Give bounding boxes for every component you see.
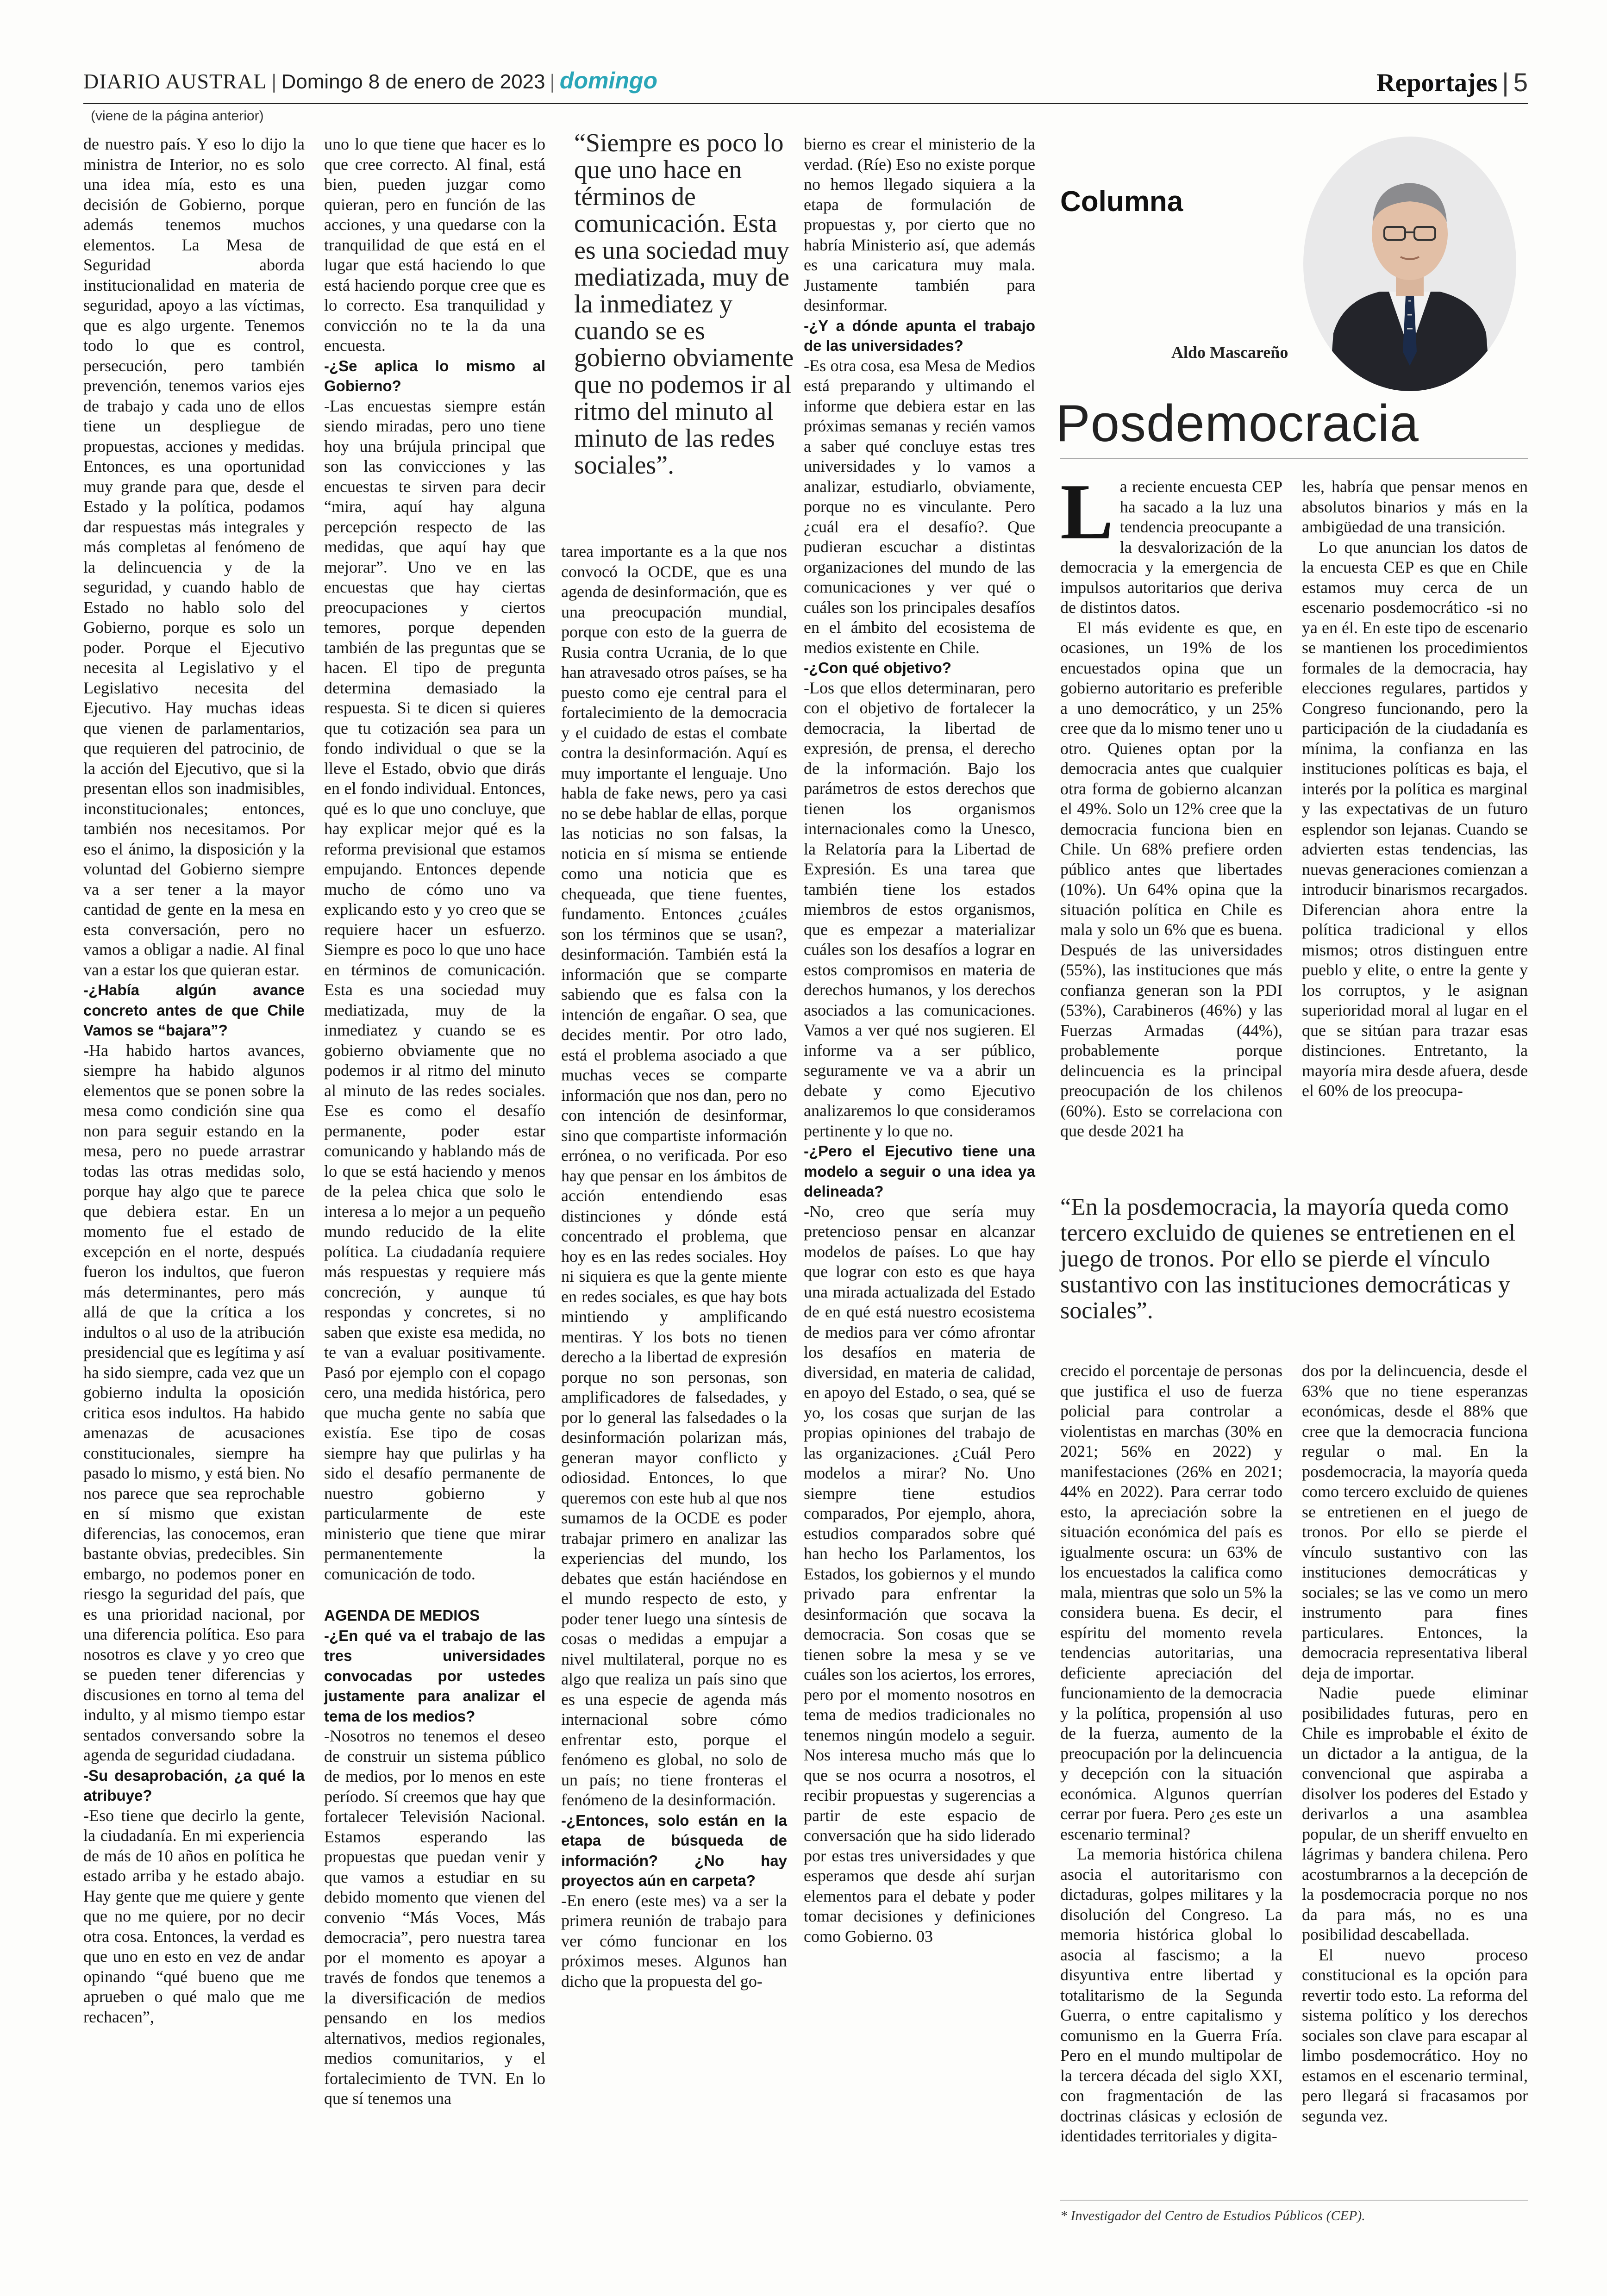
interview-column-3: [561, 542, 787, 1991]
header-rule: [83, 103, 1528, 104]
interview-column-1: [83, 134, 305, 2027]
column-pull-quote: “En la posdemocracia, la mayoría queda como tercero excluido de quienes se entretienen en el juego de tronos. Por ello se pierde el vínculo sustantivo con las instituciones democráticas y sociales”.: [1060, 1194, 1516, 1324]
title-rule: [1060, 458, 1528, 459]
interview-column-2: [324, 134, 545, 2109]
interview-question: -Su desaprobación, ¿a qué la atribuye?: [83, 1766, 305, 1804]
interview-question: -¿Pero el Ejecutivo tiene una modelo a seguir o una idea ya delineada?: [804, 1142, 1035, 1200]
column-title: Posdemocracia: [1056, 394, 1419, 452]
column-body-b: [1302, 477, 1528, 1101]
paragraph: -En enero (este mes) va a ser la primera reunión de trabajo para ver cómo funcionar en los próximos meses. Algunos han dicho que la propuesta del go-: [561, 1891, 787, 1990]
issue-date: Domingo 8 de enero de 2023: [281, 70, 545, 93]
page-number-separator: |: [1502, 68, 1509, 97]
column-body-c: [1060, 1361, 1282, 2146]
interview-question: -¿Y a dónde apunta el trabajo de las universidades?: [804, 317, 1035, 354]
author-portrait: [1301, 134, 1519, 393]
paragraph: El más evidente es que, en ocasiones, un 19% de los encuestados opina que un gobierno autoritario es preferible a uno democrático, y un 25% cree que da lo mismo tener uno u otro. Quienes optan por la democracia antes que cualquier otra forma de gobierno alcanzan el 49%. Solo un 12% cree que la democracia funciona bien en Chile. Un 68% prefiere orden público antes que libertades (10%). Un 64% opina que la situación política en Chile es mala y solo un 6% que es buena. Después de las universidades (55%), las instituciones que más confianza generan son la PDI (53%), Carabineros (46%) y las Fuerzas Armadas (44%), probablemente porque delincuencia es la principal preocupación de los chilenos (60%). Esto se correlaciona con que desde 2021 ha: [1060, 618, 1282, 1140]
header-left: [83, 67, 1528, 94]
page-number: 5: [1513, 68, 1528, 97]
paragraph: dos por la delincuencia, desde el 63% que no tiene esperanzas económicas, desde el 88% que cree que la democracia funciona regular o mal. En la posdemocracia, la mayoría queda como tercero excluido de quienes se entretienen en el juego de tronos. Por ello se pierde el vínculo sustantivo con las instituciones democráticas y sociales; se las ve como un mero instrumento para fines particulares. Entonces, la democracia representativa liberal deja de importar.: [1302, 1361, 1528, 1682]
page-header: [83, 67, 1528, 95]
column-body-d: [1302, 1361, 1528, 2126]
paragraph: les, habría que pensar menos en absolutos binarios y más en la ambigüedad de una transición.: [1302, 477, 1528, 536]
interview-question: -¿Entonces, solo están en la etapa de búsqueda de información? ¿No hay proyectos aún en carpeta?: [561, 1811, 787, 1889]
paragraph: -Eso tiene que decirlo la gente, la ciudadanía. En mi experiencia de más de 10 años en política he estado arriba y he estado abajo. Hay gente que me quiere y gente que no me quiere, por no decir otra cosa. Entonces, la verdad es que uno en esto en vez de andar opinando “qué bueno que me aprueben o qué malo que me rechacen”,: [83, 1806, 305, 2026]
paragraph: de nuestro país. Y eso lo dijo la ministra de Interior, no es solo una idea mía, esto es una decisión de Gobierno, porque además tenemos muchos elementos. La Mesa de Seguridad aborda institucionalidad en materia de seguridad, apoyo a las víctimas, que es algo urgente. Tenemos todo lo que es control, persecución, pero también prevención, tenemos varios ejes de trabajo y cada uno de ellos tiene un despliegue de propuestas, acciones y medidas. Entonces, es una oportunidad muy grande para que, desde el Estado y la política, podamos dar respuestas más integrales y más completas al fenómeno de la delincuencia y de la seguridad, y cuando hablo de Estado no hablo solo del Gobierno, porque es solo un poder. Porque el Ejecutivo necesita al Legislativo y el Legislativo necesita del Ejecutivo. Hay muchas ideas que vienen de parlamentarios, que requieren del patrocinio, de la acción del Ejecutivo, que si la presentan ellos son inadmisibles, inconstitucionales; entonces, también nos necesitamos. Por eso el ánimo, la disposición y la voluntad del Gobierno siempre va a ser tener a la mayor cantidad de gente en la mesa en esta conversación, pero no vamos a obligar a nadie. Al final van a estar los que quieran estar.: [83, 135, 305, 979]
paragraph: -Es otra cosa, esa Mesa de Medios está preparando y ultimando el informe que debiera estar en las próximas semanas y recién vamos a saber qué concluye estas tres universidades y lo vamos a analizar, estudiarlo, obviamente, porque no es vinculante. Pero ¿cuál era el desafío?. Que pudieran escuchar a distintas organizaciones del mundo de las comunicaciones y ver qué o cuáles son los principales desafíos en el ámbito del ecosistema de medios existente en Chile.: [804, 356, 1035, 657]
separator: |: [550, 70, 555, 93]
newspaper-name: DIARIO AUSTRAL: [83, 69, 267, 93]
paragraph: -No, creo que sería muy pretencioso pensar en alcanzar modelos de países. Lo que hay que lograr con esto es que haya una mirada actualizada del Estado de en qué está nuestro ecosistema de medios para ver cómo afrontar los desafíos en materia de diversidad, en materia de calidad, en apoyo del Estado, o sea, qué se yo, los cosas que surjan de las propias opiniones del trabajo de las organizaciones. ¿Cuál Pero modelos a mirar? No. Uno siempre tiene estudios comparados, Por ejemplo, ahora, estudios comparados sobre qué han hecho los Parlamentos, los Estados, los gobiernos y el mundo privado para enfrentar la desinformación que socava la democracia. Son cosas que se tienen sobre la mesa y se ve cuáles son los aciertos, los errores, pero por el momento nosotros en tema de medios tradicionales no tenemos ningún modelo a seguir. Nos interesa mucho más que lo que se nos ocurra a nosotros, el recibir propuestas y sugerencias a partir de este espacio de conversación que ha sido liderado por estas tres universidades y que esperamos que desde ahí surjan elementos para el debate y poder tomar decisiones y definiciones como Gobierno. 03: [804, 1202, 1035, 1946]
portrait-image: [1301, 134, 1519, 393]
interview-question: -¿Se aplica lo mismo al Gobierno?: [324, 357, 545, 394]
section-title: Reportajes: [1376, 69, 1498, 97]
paragraph: Lo que anuncian los datos de la encuesta CEP es que en Chile estamos muy cerca de un escenario posdemocrático -si no ya en él. En este tipo de escenario se mantienen los procedimientos formales de la democracia, hay elecciones regulares, partidos y Congreso funcionando, pero la participación de la ciudadanía es mínima, la confianza en las instituciones políticas es baja, el interés por la política es marginal y las expectativas de un futuro esplendor son lejanas. Cuando se advierten estas tendencias, las nuevas generaciones comienzan a introducir binarismos recargados. Diferencian ahora entre la política tradicional y ellos mismos; otros distinguen entre pueblo y elite, o entre la gente y los corruptos, y le asignan superioridad moral al lugar en el que se sitúan para trazar esas distinciones. Entretanto, la mayoría mira desde afuera, desde el 60% de los preocupa-: [1302, 537, 1528, 1100]
paragraph: [1060, 468, 1282, 618]
paragraph: crecido el porcentaje de personas que justifica el uso de fuerza policial para controlar a violentistas en marchas (30% en 2021; 56% en 2022) y manifestaciones (26% en 2021; 44% en 2022). Para cerrar todo esto, la apreciación sobre la situación económica del país es igualmente oscura: un 63% de los encuestados la califica como mala, mientras que solo un 5% la considera buena. Es decir, el espíritu del momento revela tendencias autoritarias, una deficiente apreciación del funcionamiento de la democracia y la política, propensión al uso de la fuerza, aumento de la preocupación por la delincuencia y decepción con la situación económica. Algunos querrían cerrar por fuera. Pero ¿es este un escenario terminal?: [1060, 1361, 1282, 1843]
interview-question: -¿En qué va el trabajo de las tres universidades convocadas por ustedes justamente para analizar el tema de los medios?: [324, 1627, 545, 1725]
paragraph: -Nosotros no tenemos el deseo de construir un sistema público de medios, por lo menos en este período. Sí creemos que hay que fortalecer Televisión Nacional. Estamos esperando las propuestas que puedan venir y que vamos a estudiar en su debido momento que vienen del convenio “Más Voces, Más democracia”, pero nuestra tarea por el momento es apoyar a través de fondos que tenemos a la diversificación de medios pensando en los medios alternativos, medios regionales, medios comunitarios, y el fortalecimiento de TVN. En lo que sí tenemos una: [324, 1727, 545, 2108]
paragraph: -Los que ellos determinaran, pero con el objetivo de fortalecer la democracia, la libertad de expresión, de prensa, el derecho de la información. Bajo los parámetros de estos derechos que tienen los organismos internacionales como la Unesco, la Relatoría para la Libertad de Expresión. Es una tarea que también tiene los estados miembros de estos organismos, que es empezar a materializar cuáles son los desafíos a lograr en estos compromisos en materia de derechos humanos, y los derechos asociados a las comunicaciones. Vamos a ver qué nos sugieren. El informe va a ser público, seguramente ve va a abrir un debate y como Ejecutivo analizaremos lo que consideramos pertinente y lo que no.: [804, 678, 1035, 1140]
footnote-rule: [1060, 2200, 1528, 2201]
paragraph: Nadie puede eliminar posibilidades futuras, pero en Chile es improbable el éxito de un dictador a la antigua, de la convencional que aspiraba a disolver los poderes del Estado y derivarlos a una asamblea popular, de un sheriff envuelto en lágrimas y bandera chilena. Pero acostumbrarnos a la decepción de la posdemocracia porque no nos da para más, no es una posibilidad descabellada.: [1302, 1684, 1528, 1944]
paragraph: uno lo que tiene que hacer es lo que cree correcto. Al final, está bien, pueden juzgar como quieran, pero en función de las acciones, y una quedarse con la tranquilidad de que está en el lugar que está haciendo lo que está haciendo porque cree que es lo correcto. Esa tranquilidad y convicción no te la da una encuesta.: [324, 135, 545, 355]
separator: |: [271, 70, 277, 93]
continued-note: (viene de la página anterior): [91, 108, 264, 124]
paragraph: La memoria histórica chilena asocia el autoritarismo con dictaduras, golpes militares y la disolución del Congreso. La memoria histórica global lo asocia al fascismo; a la disyuntiva entre libertad y totalitarismo de la Segunda Guerra, o entre capitalismo y comunismo en la Guerra Fría. Pero en el mundo multipolar de la tercera década del siglo XXI, con fragmentación de las doctrinas clásicas y eclosión de identidades territoriales y digita-: [1060, 1845, 1282, 2145]
interview-question: -¿Había algún avance concreto antes de que Chile Vamos se “bajara”?: [83, 981, 305, 1039]
paragraph: tarea importante es a la que nos convocó la OCDE, que es una agenda de desinformación, que es una preocupación mundial, porque con esto de la guerra de Rusia contra Ucrania, de lo que han atravesado otros países, se ha puesto como eje central para el fortalecimiento de la democracia y el cuidado de estas el combate contra la desinformación. Aquí es muy importante el lenguaje. Uno habla de fake news, pero ya casi no se debe hablar de ellas, porque las noticias no son falsas, la noticia en sí misma se entiende como una noticia que es chequeada, que tiene fuentes, fundamento. Entonces ¿cuáles son los términos que se usan?, desinformación. También está la información que se comparte sabiendo que es falsa con la intención de engañar. O sea, que decides mentir. Por otro lado, está el problema asociado a que muchas veces se comparte información que nos dan, pero no con intención de desinformar, sino que compartiste información errónea, o no verificada. Por eso hay que pensar en los ámbitos de acción entendiendo esas distinciones y dónde está concentrado el problema, que hoy es en las redes sociales. Hoy ni siquiera es que la gente miente en redes sociales, es que hay bots mintiendo y amplificando mentiras. Y los bots no tienen derecho a la libertad de expresión porque no son personas, son amplificadores de falsedades, y por lo general las falsedades o la desinformación polarizan más, generan mayor conflicto y odiosidad. Entonces, lo que queremos con este hub al que nos sumamos de la OCDE es poder trabajar primero en analizar las experiencias del mundo, los debates que están haciéndose en el mundo respecto de esto, y poder tener luego una síntesis de cosas o medidas a empujar a nivel multilateral, porque no es algo que realiza un país sino que es una especie de agenda más internacional sobre cómo enfrentar esto, porque el fenómeno es global, no solo de un país; no tiene fronteras el fenómeno de la desinformación.: [561, 542, 787, 1809]
column-footnote: * Investigador del Centro de Estudios Públicos (CEP).: [1060, 2208, 1365, 2223]
column-kicker: Columna: [1060, 186, 1183, 218]
section-name: domingo: [559, 68, 657, 94]
subhead: AGENDA DE MEDIOS: [324, 1607, 480, 1624]
paragraph: bierno es crear el ministerio de la verdad. (Ríe) Eso no existe porque no hemos llegado siquiera a la etapa de formulación de propuestas y, por cierto que no habría Ministerio así, que además es una caricatura muy mala. Justamente también para desinformar.: [804, 135, 1035, 314]
interview-column-4: [804, 134, 1035, 1947]
drop-cap: L: [1060, 468, 1113, 556]
paragraph: El nuevo proceso constitucional es la opción para revertir todo esto. La reforma del sistema político y los derechos sociales son clave para escapar al limbo posdemocrático. Hoy no estamos en el escenario terminal, pero llegará si fracasamos por segunda vez.: [1302, 1945, 1528, 2125]
paragraph: -Las encuestas siempre están siendo miradas, pero uno tiene hoy una brújula principal que son las convicciones y las encuestas te sirven para decir “mira, aquí hay alguna percepción respecto de las medidas, que aquí hay que mejorar”. Uno ve en las encuestas que hay ciertas preocupaciones y ciertos temores, porque dependen también de las preguntas que se hacen. El tipo de pregunta determina demasiado la respuesta. Si te dicen si quieres que tu cotización sea para un fondo individual o que se la lleve el Estado, obvio que dirás en el fondo individual. Entonces, qué es lo que uno concluye, que hay explicar mejor qué es la reforma previsional que estamos empujando. Entonces depende mucho de cómo uno va explicando esto y yo creo que se requiere hacer un esfuerzo. Siempre es poco lo que uno hace en términos de comunicación. Esta es una sociedad muy mediatizada, muy de la inmediatez y cuando se es gobierno obviamente que no podemos ir al ritmo del minuto al minuto de las redes sociales. Ese es como el desafío permanente, poder estar comunicando y hablando más de lo que se está haciendo y menos de la pelea chica que solo le interesa a lo mejor a un pequeño mundo reducido de la elite política. La ciudadanía requiere más respuestas y requiere más concreción, y aunque tú respondas y concretes, si no saben que existe esa medida, no te van a evaluar positivamente. Pasó por ejemplo con el copago cero, una medida histórica, pero que mucha gente no sabía que existía. Ese tipo de cosas siempre hay que pulirlas y ha sido el desafío permanente de nuestro gobierno y particularmente de este ministerio que tiene que mirar permanentemente la comunicación de todo.: [324, 396, 545, 1583]
paragraph-text: a reciente encuesta CEP ha sacado a la luz una tendencia preocupante a la desvalorización de la democracia y la emergencia de impulsos autoritarios que deriva de distintos datos.: [1060, 477, 1282, 617]
header-right: [1376, 67, 1528, 98]
interview-pull-quote: “Siempre es poco lo que uno hace en términos de comunicación. Esta es una sociedad muy mediatizada, muy de la inmediatez y cuando se es gobierno obviamente que no podemos ir al ritmo del minuto al minuto de las redes sociales”.: [574, 129, 794, 480]
paragraph: -Ha habido hartos avances, siempre ha habido algunos elementos que se ponen sobre la mesa como condición sine qua non para seguir estando en la mesa, pero no puede arrastrar todas las otras medidas solo, porque hay algo que te parece que debiera estar. En un momento fue el estado de excepción en el norte, después fueron los indultos, que fueron más determinantes, pero más allá de que la crítica a los indultos o al uso de la atribución presidencial que es legítima y así ha sido siempre, cada vez que un gobierno indulta la oposición critica esos indultos. Ha habido amenazas de acusaciones constitucionales, siempre ha pasado lo mismo, y está bien. No nos parece que sea reprochable en sí mismo que existan diferencias, las conocemos, eran bastante obvias, predecibles. Sin embargo, no podemos poner en riesgo la seguridad del país, que es una prioridad nacional, por una diferencia política. Eso para nosotros es clave y yo creo que se pueden tener diferencias y discusiones en torno al tema del indulto, y al mismo tiempo estar sentados conversando sobre la agenda de seguridad ciudadana.: [83, 1041, 305, 1764]
column-author: Aldo Mascareño: [1171, 343, 1288, 362]
interview-question: -¿Con qué objetivo?: [804, 659, 951, 676]
column-body-a: [1060, 468, 1282, 1142]
